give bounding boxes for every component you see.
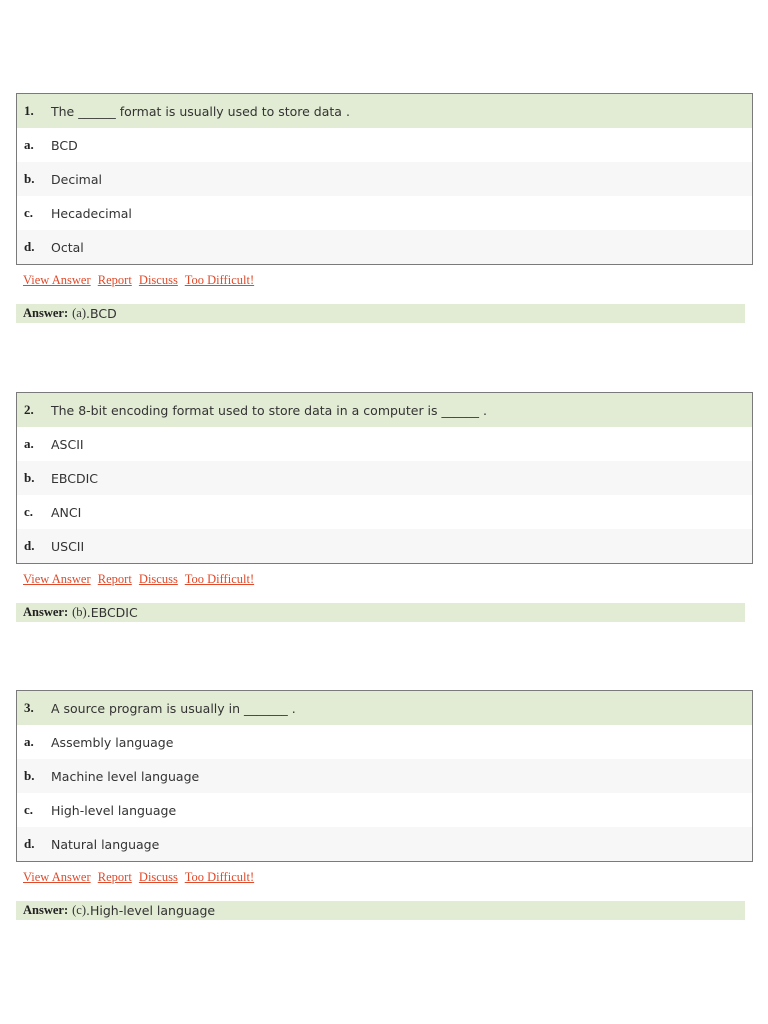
option-letter: c.	[24, 504, 34, 519]
question-links	[16, 572, 753, 590]
option-text: ANCI	[51, 504, 82, 520]
answer-letter: (b)	[72, 605, 87, 619]
question-table	[16, 93, 753, 265]
option-letter: d.	[24, 538, 35, 553]
view-answer-link[interactable]: View Answer	[23, 870, 91, 884]
option-letter: d.	[24, 836, 35, 851]
question-block-3	[16, 690, 753, 920]
discuss-link[interactable]: Discuss	[138, 572, 178, 586]
option-row-b[interactable]	[17, 759, 752, 793]
question-number: 3.	[24, 700, 34, 715]
report-link[interactable]: Report	[97, 273, 132, 287]
discuss-link[interactable]: Discuss	[138, 273, 178, 287]
option-text: Octal	[51, 239, 84, 255]
option-row-c[interactable]	[17, 196, 752, 230]
option-letter: a.	[24, 436, 34, 451]
option-row-a[interactable]	[17, 427, 752, 461]
option-letter: c.	[24, 205, 34, 220]
answer-text: .High-level language	[86, 903, 216, 918]
too-difficult-link[interactable]: Too Difficult!	[184, 870, 255, 884]
question-row	[17, 691, 752, 725]
question-table	[16, 690, 753, 862]
option-text: Hecadecimal	[51, 205, 132, 221]
option-letter: b.	[24, 171, 35, 186]
option-letter: c.	[24, 802, 34, 817]
option-text: EBCDIC	[51, 470, 99, 486]
question-links	[16, 870, 753, 888]
option-text: High-level language	[51, 802, 177, 818]
option-text: Machine level language	[51, 768, 200, 784]
answer-label: Answer:	[23, 306, 69, 320]
option-row-a[interactable]	[17, 725, 752, 759]
answer-bar	[16, 603, 745, 622]
discuss-link[interactable]: Discuss	[138, 870, 178, 884]
answer-text: .BCD	[86, 306, 117, 321]
question-block-1	[16, 93, 753, 323]
option-row-d[interactable]	[17, 827, 752, 861]
option-letter: a.	[24, 734, 34, 749]
option-letter: d.	[24, 239, 35, 254]
question-text: The ______ format is usually used to store data .	[51, 103, 350, 119]
answer-text: .EBCDIC	[86, 605, 138, 620]
question-text: The 8-bit encoding format used to store data in a computer is ______ .	[51, 402, 487, 418]
option-text: Natural language	[51, 836, 160, 852]
answer-letter: (c)	[72, 903, 87, 917]
too-difficult-link[interactable]: Too Difficult!	[184, 273, 255, 287]
option-text: Assembly language	[51, 734, 174, 750]
view-answer-link[interactable]: View Answer	[23, 572, 91, 586]
option-letter: b.	[24, 470, 35, 485]
answer-letter: (a)	[72, 306, 87, 320]
option-letter: a.	[24, 137, 34, 152]
too-difficult-link[interactable]: Too Difficult!	[184, 572, 255, 586]
question-text: A source program is usually in _______ .	[51, 700, 296, 716]
question-block-2	[16, 392, 753, 622]
question-table	[16, 392, 753, 564]
option-row-b[interactable]	[17, 162, 752, 196]
option-text: USCII	[51, 538, 85, 554]
view-answer-link[interactable]: View Answer	[23, 273, 91, 287]
question-number: 2.	[24, 402, 34, 417]
option-row-b[interactable]	[17, 461, 752, 495]
question-number: 1.	[24, 103, 34, 118]
report-link[interactable]: Report	[97, 572, 132, 586]
answer-label: Answer:	[23, 605, 69, 619]
answer-label: Answer:	[23, 903, 69, 917]
option-row-c[interactable]	[17, 495, 752, 529]
option-row-d[interactable]	[17, 230, 752, 264]
question-row	[17, 94, 752, 128]
option-row-d[interactable]	[17, 529, 752, 563]
option-text: Decimal	[51, 171, 102, 187]
question-row	[17, 393, 752, 427]
answer-bar	[16, 304, 745, 323]
option-text: BCD	[51, 137, 78, 153]
report-link[interactable]: Report	[97, 870, 132, 884]
option-row-a[interactable]	[17, 128, 752, 162]
answer-bar	[16, 901, 745, 920]
option-letter: b.	[24, 768, 35, 783]
option-text: ASCII	[51, 436, 84, 452]
question-links	[16, 273, 753, 291]
option-row-c[interactable]	[17, 793, 752, 827]
